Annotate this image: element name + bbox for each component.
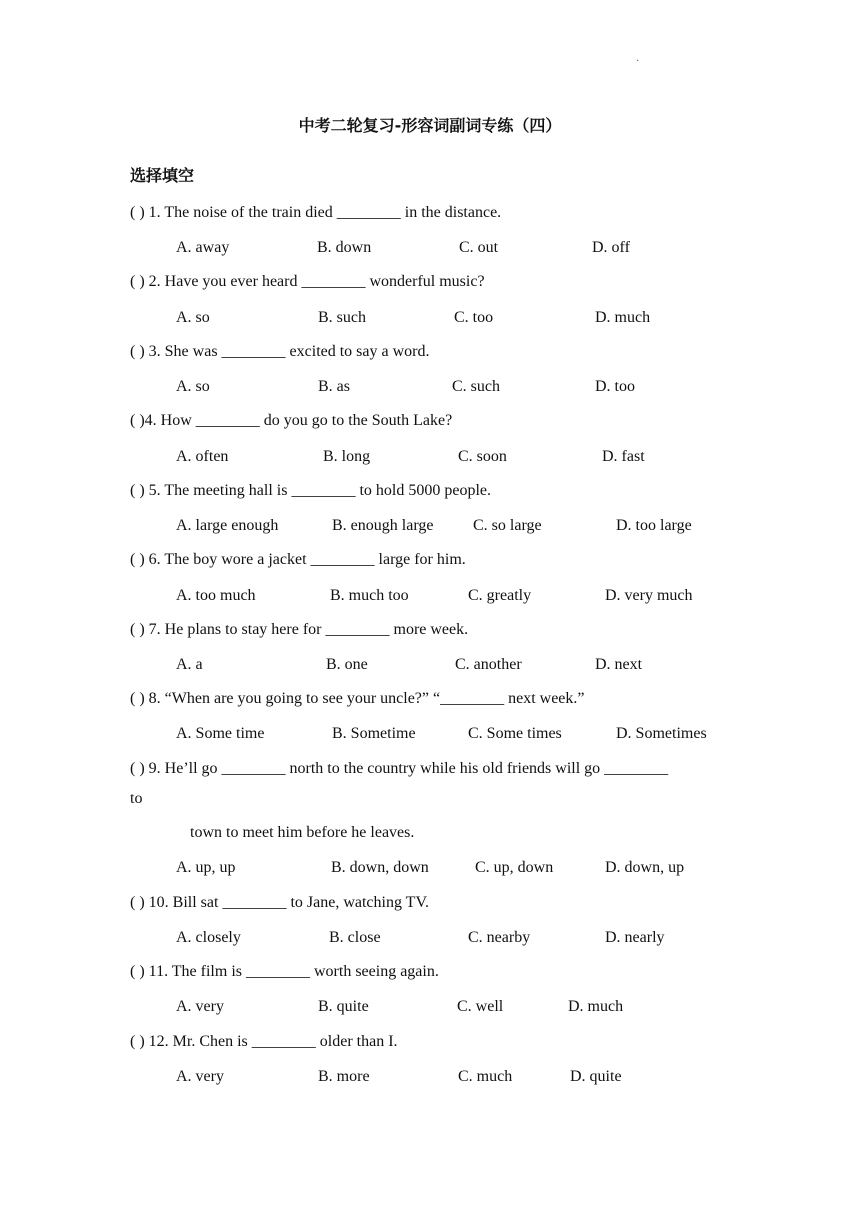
question-8-option-b: B. Sometime xyxy=(332,725,416,742)
question-1-option-d: D. off xyxy=(592,239,630,256)
question-10-option-a: A. closely xyxy=(176,929,241,946)
question-12-option-b: B. more xyxy=(318,1068,370,1085)
question-4-option-c: C. soon xyxy=(458,448,507,465)
question-5-stem: ( ) 5. The meeting hall is ________ to hold 5000 people. xyxy=(130,482,491,499)
question-3-option-b: B. as xyxy=(318,378,350,395)
question-7-option-d: D. next xyxy=(595,656,643,673)
question-11-option-d: D. much xyxy=(568,998,624,1015)
question-12-option-d: D. quite xyxy=(570,1068,622,1085)
question-7-stem: ( ) 7. He plans to stay here for ________ more week. xyxy=(130,621,469,638)
question-5-option-d: D. too large xyxy=(616,517,692,534)
question-12-option-c: C. much xyxy=(458,1068,513,1085)
header-mark: · xyxy=(636,56,640,67)
question-9-stem-cont: to xyxy=(130,790,143,807)
question-9-option-d: D. down, up xyxy=(605,859,685,876)
question-8-option-d: D. Sometimes xyxy=(616,725,707,742)
question-11-stem: ( ) 11. The film is ________ worth seeing again. xyxy=(130,963,439,980)
section-heading: 选择填空 xyxy=(130,166,195,185)
question-11-option-a: A. very xyxy=(176,998,224,1015)
question-3-option-a: A. so xyxy=(176,378,210,395)
question-3-option-c: C. such xyxy=(452,378,500,395)
question-6-stem: ( ) 6. The boy wore a jacket ________ large for him. xyxy=(130,551,466,568)
question-5-option-a: A. large enough xyxy=(176,517,279,534)
question-9-stem-cont2: town to meet him before he leaves. xyxy=(190,824,415,841)
question-4-option-d: D. fast xyxy=(602,448,645,465)
question-6-option-d: D. very much xyxy=(605,587,693,604)
question-1-option-b: B. down xyxy=(317,239,372,256)
question-11-option-b: B. quite xyxy=(318,998,369,1015)
question-6-option-a: A. too much xyxy=(176,587,256,604)
question-8-stem: ( ) 8. “When are you going to see your uncle?” “________ next week.” xyxy=(130,690,585,707)
page-title: 中考二轮复习-形容词副词专练（四） xyxy=(298,116,562,135)
question-7-option-a: A. a xyxy=(176,656,203,673)
question-2-option-b: B. such xyxy=(318,309,366,326)
question-5-option-b: B. enough large xyxy=(332,517,434,534)
question-3-option-d: D. too xyxy=(595,378,635,395)
question-5-option-c: C. so large xyxy=(473,517,542,534)
question-1-option-a: A. away xyxy=(176,239,230,256)
question-10-option-c: C. nearby xyxy=(468,929,531,946)
question-8-option-a: A. Some time xyxy=(176,725,265,742)
question-8-option-c: C. Some times xyxy=(468,725,562,742)
question-10-option-b: B. close xyxy=(329,929,381,946)
question-3-stem: ( ) 3. She was ________ excited to say a word. xyxy=(130,343,430,360)
question-6-option-b: B. much too xyxy=(330,587,409,604)
question-4-option-a: A. often xyxy=(176,448,229,465)
question-11-option-c: C. well xyxy=(457,998,504,1015)
question-6-option-c: C. greatly xyxy=(468,587,532,604)
question-9-option-b: B. down, down xyxy=(331,859,429,876)
question-1-option-c: C. out xyxy=(459,239,499,256)
question-12-option-a: A. very xyxy=(176,1068,224,1085)
question-4-option-b: B. long xyxy=(323,448,371,465)
question-7-option-b: B. one xyxy=(326,656,368,673)
question-2-option-c: C. too xyxy=(454,309,494,326)
question-9-option-a: A. up, up xyxy=(176,859,236,876)
question-7-option-c: C. another xyxy=(455,656,522,673)
question-9-stem: ( ) 9. He’ll go ________ north to the country while his old friends will go ________ xyxy=(130,760,669,777)
question-2-option-a: A. so xyxy=(176,309,210,326)
question-4-stem: ( )4. How ________ do you go to the South Lake? xyxy=(130,412,453,429)
question-1-stem: ( ) 1. The noise of the train died ________ in the distance. xyxy=(130,204,502,221)
question-12-stem: ( ) 12. Mr. Chen is ________ older than I. xyxy=(130,1033,398,1050)
question-9-option-c: C. up, down xyxy=(475,859,554,876)
question-10-stem: ( ) 10. Bill sat ________ to Jane, watching TV. xyxy=(130,894,429,911)
question-2-option-d: D. much xyxy=(595,309,651,326)
question-10-option-d: D. nearly xyxy=(605,929,665,946)
question-2-stem: ( ) 2. Have you ever heard ________ wonderful music? xyxy=(130,273,485,290)
